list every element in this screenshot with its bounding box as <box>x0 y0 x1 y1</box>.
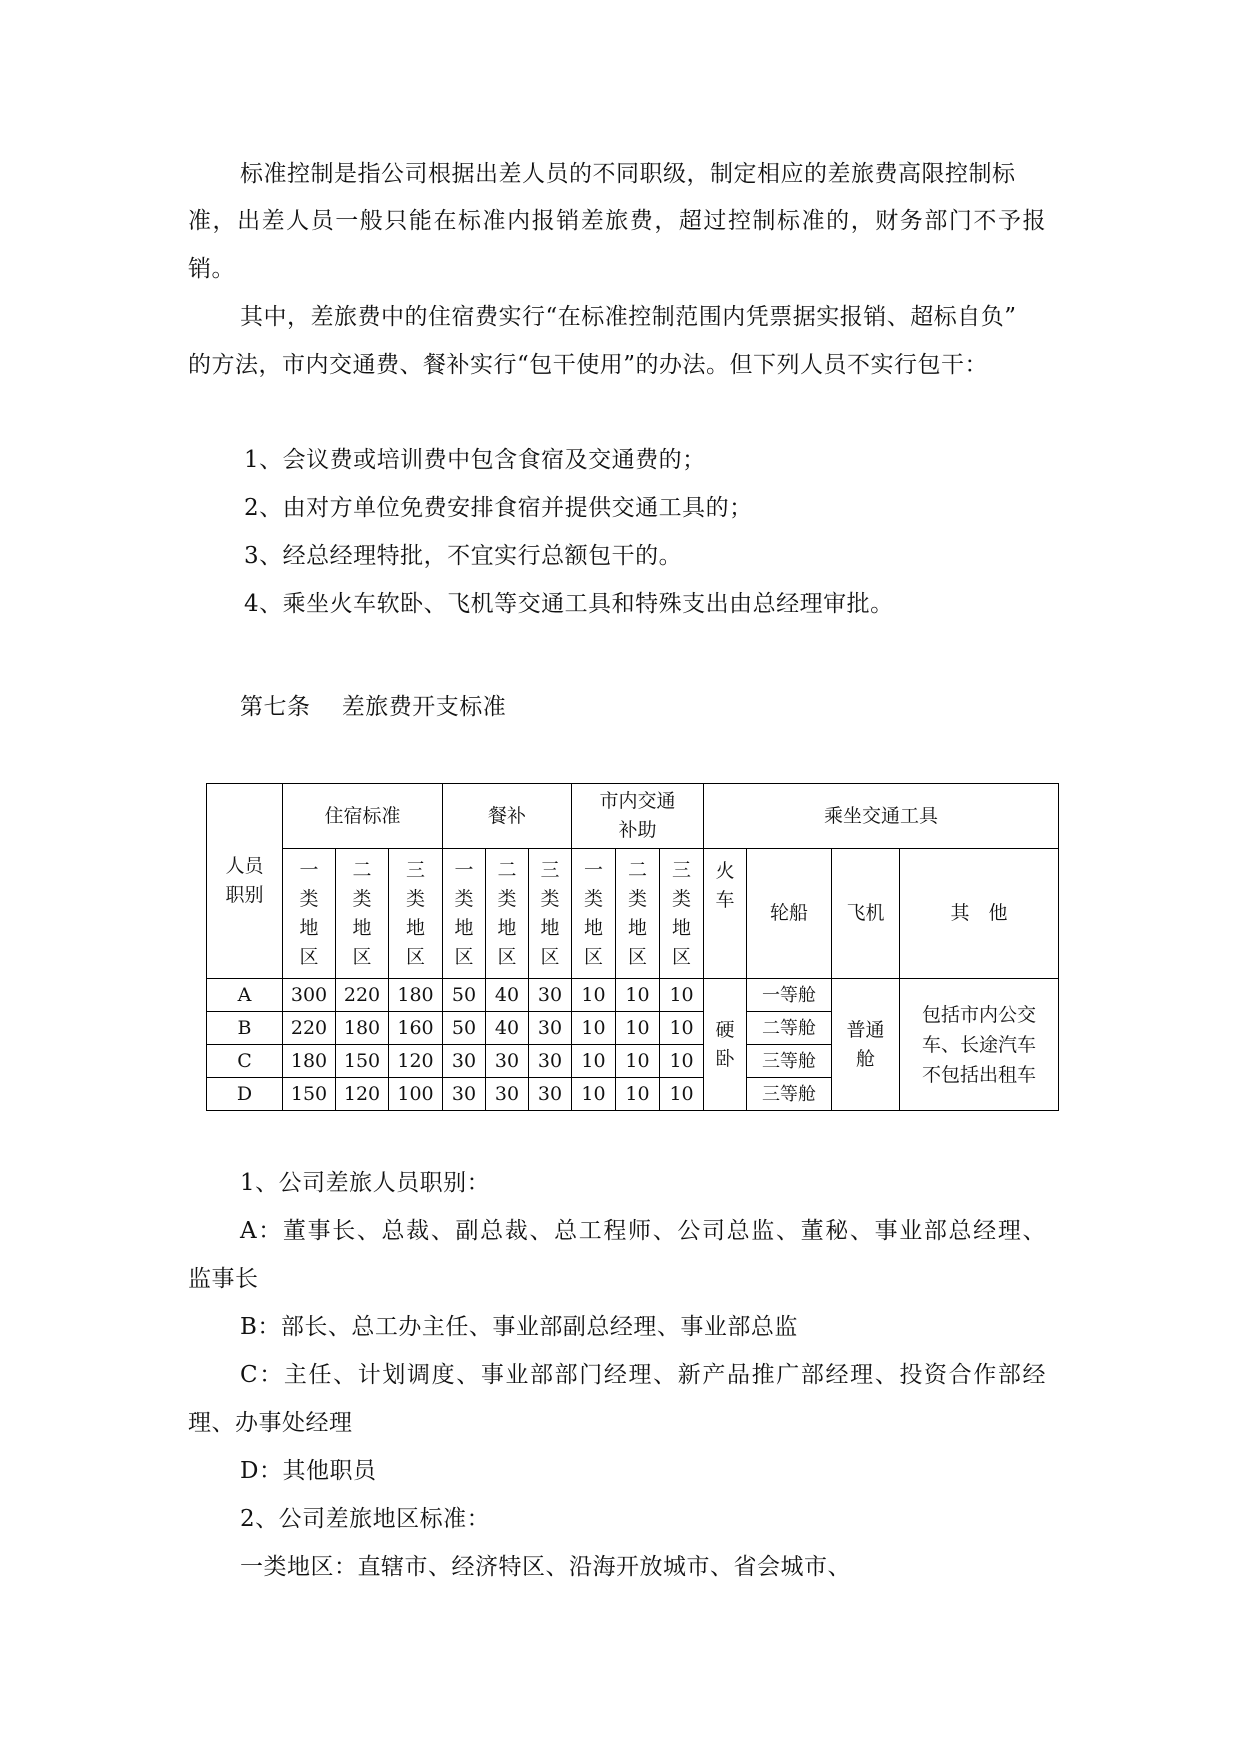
article-heading: 第七条 差旅费开支标准 <box>240 694 507 720</box>
role-d-line: D：其他职员 <box>240 1458 377 1484</box>
meal-cell: 30 <box>443 1045 486 1078</box>
meal-cell: 50 <box>443 979 486 1012</box>
meal-cell: 30 <box>443 1078 486 1111</box>
lodging-cell: 180 <box>336 1012 389 1045</box>
transport-cell: 10 <box>572 1045 616 1078</box>
paragraph-1-line-2: 准，出差人员一般只能在标准内报销差旅费，超过控制标准的，财务部门不予报 <box>188 208 1046 234</box>
lodging-cell: 100 <box>389 1078 443 1111</box>
role-cell: C <box>207 1045 283 1078</box>
transport-cell: 10 <box>616 1012 660 1045</box>
role-c-line-2: 理、办事处经理 <box>188 1410 353 1436</box>
lodging-cell: 300 <box>283 979 336 1012</box>
lodging-cell: 120 <box>336 1078 389 1111</box>
lodging-cell: 220 <box>283 1012 336 1045</box>
header-region-3: 三类地区 <box>389 849 443 979</box>
transport-cell: 10 <box>572 979 616 1012</box>
role-c-line-1: C：主任、计划调度、事业部部门经理、新产品推广部经理、投资合作部经 <box>240 1362 1046 1388</box>
transport-cell: 10 <box>660 979 704 1012</box>
role-cell: B <box>207 1012 283 1045</box>
plane-cell: 普通舱 <box>832 979 900 1111</box>
region-1-line: 一类地区：直辖市、经济特区、沿海开放城市、省会城市、 <box>240 1554 851 1580</box>
header-region-1: 一类地区 <box>572 849 616 979</box>
transport-cell: 10 <box>660 1045 704 1078</box>
header-region-2: 二类地区 <box>486 849 529 979</box>
transport-cell: 10 <box>572 1078 616 1111</box>
lodging-cell: 120 <box>389 1045 443 1078</box>
header-meal: 餐补 <box>443 784 572 849</box>
lodging-cell: 180 <box>283 1045 336 1078</box>
ship-cell: 二等舱 <box>747 1012 832 1045</box>
section-2-title: 2、公司差旅地区标准： <box>240 1506 491 1532</box>
header-train: 火车 <box>704 849 747 979</box>
lodging-cell: 160 <box>389 1012 443 1045</box>
header-region-2: 二类地区 <box>616 849 660 979</box>
meal-cell: 30 <box>529 1045 572 1078</box>
transport-cell: 10 <box>616 1078 660 1111</box>
lodging-cell: 150 <box>283 1078 336 1111</box>
paragraph-1-line-1: 标准控制是指公司根据出差人员的不同职级，制定相应的差旅费高限控制标 <box>240 161 1016 187</box>
travel-expense-standards-table <box>206 783 1059 1111</box>
transport-cell: 10 <box>660 1078 704 1111</box>
header-other: 其 他 <box>900 849 1059 979</box>
meal-cell: 30 <box>486 1078 529 1111</box>
header-region-2: 二类地区 <box>336 849 389 979</box>
paragraph-1-line-3: 销。 <box>188 256 235 282</box>
paragraph-2-line-1: 其中，差旅费中的住宿费实行“在标准控制范围内凭票据实报销、超标自负” <box>240 304 1017 330</box>
transport-cell: 10 <box>572 1012 616 1045</box>
role-a-line-1: A：董事长、总裁、副总裁、总工程师、公司总监、董秘、事业部总经理、 <box>240 1218 1046 1244</box>
role-b-line: B：部长、总工办主任、事业部副总经理、事业部总监 <box>240 1314 798 1340</box>
header-region-1: 一类地区 <box>283 849 336 979</box>
exception-item: 1、会议费或培训费中包含食宿及交通费的； <box>244 447 706 473</box>
transport-cell: 10 <box>616 979 660 1012</box>
exception-item: 2、由对方单位免费安排食宿并提供交通工具的； <box>244 495 753 521</box>
header-transport: 市内交通补助 <box>572 784 704 849</box>
meal-cell: 30 <box>529 979 572 1012</box>
ship-cell: 三等舱 <box>747 1045 832 1078</box>
ship-cell: 三等舱 <box>747 1078 832 1111</box>
ship-cell: 一等舱 <box>747 979 832 1012</box>
header-region-3: 三类地区 <box>660 849 704 979</box>
lodging-cell: 220 <box>336 979 389 1012</box>
header-region-3: 三类地区 <box>529 849 572 979</box>
header-role: 人员职别 <box>207 784 283 979</box>
header-lodging: 住宿标准 <box>283 784 443 849</box>
meal-cell: 30 <box>529 1078 572 1111</box>
role-cell: A <box>207 979 283 1012</box>
role-cell: D <box>207 1078 283 1111</box>
transport-cell: 10 <box>660 1012 704 1045</box>
header-ship: 轮船 <box>747 849 832 979</box>
lodging-cell: 150 <box>336 1045 389 1078</box>
role-a-line-2: 监事长 <box>188 1266 259 1292</box>
meal-cell: 50 <box>443 1012 486 1045</box>
meal-cell: 40 <box>486 1012 529 1045</box>
table-row <box>207 979 1059 1012</box>
other-cell: 包括市内公交车、长途汽车不包括出租车 <box>900 979 1059 1111</box>
meal-cell: 30 <box>486 1045 529 1078</box>
meal-cell: 30 <box>529 1012 572 1045</box>
lodging-cell: 180 <box>389 979 443 1012</box>
exception-item: 4、乘坐火车软卧、飞机等交通工具和特殊支出由总经理审批。 <box>244 591 894 617</box>
train-cell: 硬卧 <box>704 979 747 1111</box>
paragraph-2-line-2: 的方法，市内交通费、餐补实行“包干使用”的办法。但下列人员不实行包干： <box>188 352 989 378</box>
transport-cell: 10 <box>616 1045 660 1078</box>
exception-item: 3、经总经理特批，不宜实行总额包干的。 <box>244 543 683 569</box>
header-plane: 飞机 <box>832 849 900 979</box>
section-1-title: 1、公司差旅人员职别： <box>240 1170 491 1196</box>
header-region-1: 一类地区 <box>443 849 486 979</box>
header-vehicle: 乘坐交通工具 <box>704 784 1059 849</box>
meal-cell: 40 <box>486 979 529 1012</box>
